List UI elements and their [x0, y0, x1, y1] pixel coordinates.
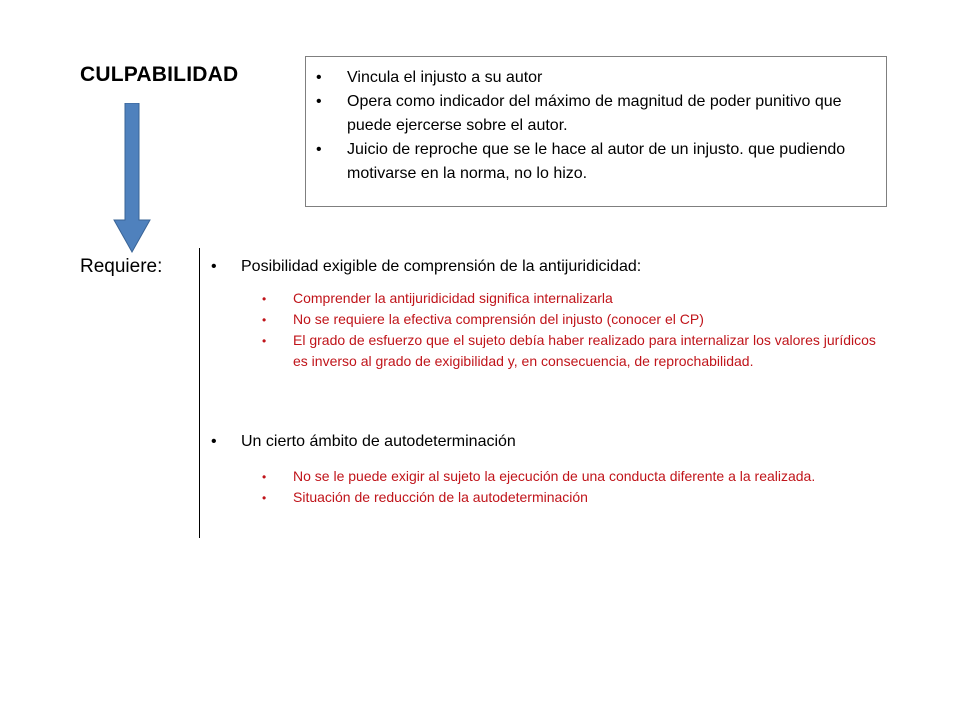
bullet-icon: •	[262, 470, 267, 484]
sub-item-text: Comprender la antijuridicidad significa internalizarla	[293, 290, 613, 306]
summary-item	[316, 90, 866, 138]
sub-item-text: No se le puede exigir al sujeto la ejecución de una conducta diferente a la realizada.	[293, 468, 816, 484]
sub-list-item	[262, 309, 882, 330]
requirement-2-sublist	[262, 466, 882, 508]
bullet-icon: •	[211, 258, 217, 275]
summary-item	[316, 138, 866, 186]
down-arrow-icon	[112, 103, 152, 253]
summary-list	[316, 66, 866, 186]
vertical-divider	[199, 248, 200, 538]
requirement-1-label: Posibilidad exigible de comprensión de la antijuridicidad:	[241, 258, 642, 275]
requirement-2-heading	[211, 431, 516, 453]
sub-item-text: El grado de esfuerzo que el sujeto debía haber realizado para internalizar los valores jurídicos es inverso al grado de exigibilidad y, en consecuencia, de reprochabilidad.	[293, 332, 876, 369]
sub-list-item	[262, 288, 882, 309]
bullet-icon: •	[262, 334, 267, 348]
sub-list-item	[262, 466, 882, 487]
summary-item	[316, 66, 866, 90]
requirement-1-sublist	[262, 288, 882, 372]
requirement-2-label: Un cierto ámbito de autodeterminación	[241, 433, 516, 450]
sub-item-text: No se requiere la efectiva comprensión del injusto (conocer el CP)	[293, 311, 704, 327]
summary-item-text: Opera como indicador del máximo de magnitud de poder punitivo que puede ejercerse sobre el autor.	[347, 93, 842, 134]
down-arrow-shape	[114, 103, 150, 252]
bullet-icon: •	[211, 433, 217, 450]
sub-item-text: Situación de reducción de la autodeterminación	[293, 489, 588, 505]
sub-list-item	[262, 487, 882, 508]
summary-item-text: Vincula el injusto a su autor	[347, 69, 543, 86]
bullet-icon: •	[262, 292, 267, 306]
requiere-label: Requiere:	[80, 256, 163, 277]
bullet-icon: •	[316, 141, 322, 158]
summary-item-text: Juicio de reproche que se le hace al autor de un injusto. que pudiendo motivarse en la norma, no lo hizo.	[347, 141, 846, 182]
requirement-1-heading	[211, 256, 641, 278]
bullet-icon: •	[262, 491, 267, 505]
sub-list-item	[262, 330, 882, 372]
summary-box	[305, 56, 887, 207]
bullet-icon: •	[316, 69, 322, 86]
bullet-icon: •	[262, 313, 267, 327]
page-title: CULPABILIDAD	[80, 63, 239, 86]
bullet-icon: •	[316, 93, 322, 110]
